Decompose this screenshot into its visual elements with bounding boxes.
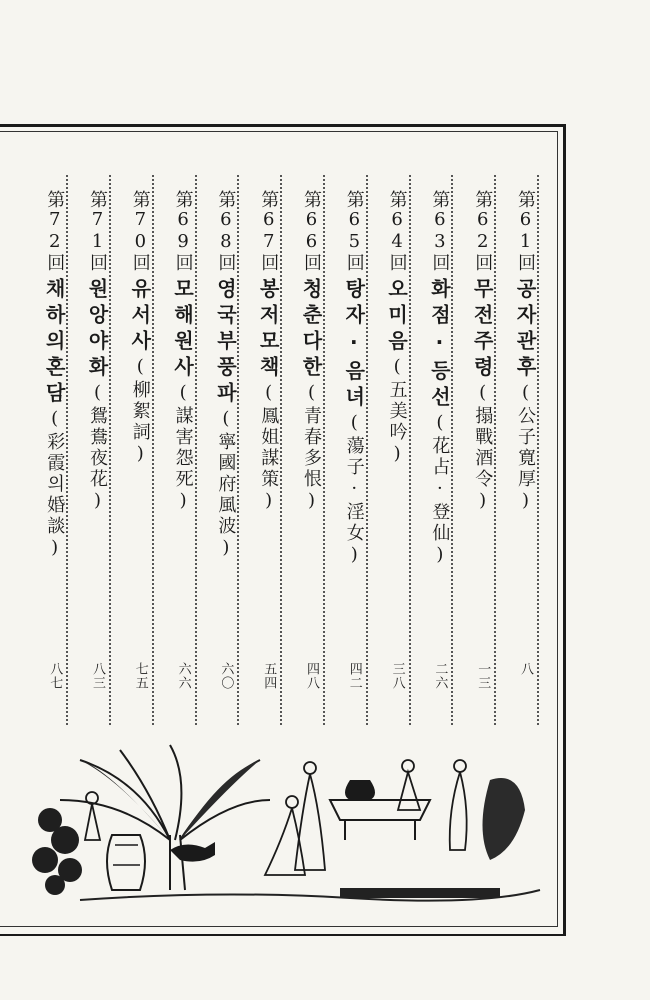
toc-entry-text [81,190,113,514]
toc-entry [118,170,160,725]
chapter-title: 오미음 [384,278,409,356]
chapter-number: 第69回 [172,190,194,272]
page-number: 八七 [47,662,63,690]
chapter-title-hanja: (花占·登仙) [429,412,451,568]
chapter-number: 第63回 [429,190,451,272]
chapter-title-hanja: (蕩子·淫女) [343,412,365,568]
page-number: 一三 [475,662,491,690]
chapter-title: 청춘다한 [299,278,323,382]
chapter-number: 第71回 [87,190,108,272]
toc-entry-text [509,190,541,514]
page-number: 四八 [304,662,319,690]
page-number: 四二 [346,662,362,690]
page-number: 三八 [389,662,405,690]
chapter-title: 영국부풍파 [213,278,238,408]
toc-entry-text [295,190,327,514]
chapter-title-hanja: (謀害怨死) [172,382,194,514]
chapter-title-hanja: (鳳姐謀策) [258,382,280,514]
table-of-contents [0,170,558,725]
chapter-number: 第72回 [44,190,66,272]
chapter-number: 第68回 [215,190,237,272]
chapter-title-hanja: (公子寛厚) [515,382,536,514]
chapter-number: 第67回 [258,190,280,272]
page-number: 五四 [261,662,277,690]
page-number: 二六 [432,662,448,690]
page-number: 八 [518,662,533,676]
chapter-number: 第65回 [343,190,365,272]
chapter-title-hanja: (寧國府風波) [215,408,237,561]
toc-entry [161,170,203,725]
chapter-title: 봉저모책 [256,278,281,382]
chapter-title: 유서사 [127,278,152,356]
toc-entry [375,170,417,725]
toc-entry-text [167,190,199,514]
chapter-number: 第64回 [386,190,408,272]
toc-entry [289,170,331,725]
chapter-title-hanja: (柳絮詞) [129,356,151,467]
chapter-number: 第66回 [301,190,322,272]
chapter-title-hanja: (彩霞의婚談) [44,408,66,561]
toc-entry [32,170,74,725]
toc-entry-text [124,190,156,467]
toc-entry-text [381,190,413,467]
chapter-title: 탕자·음녀 [341,278,366,412]
toc-entry-text [252,190,284,514]
chapter-number: 第61回 [515,190,536,272]
toc-entry [75,170,117,725]
chapter-title: 모해원사 [170,278,195,382]
chapter-title: 화점·등선 [427,278,452,412]
garden-scene-woodcut-icon [20,740,550,915]
toc-entry-text [338,190,370,568]
page-number: 七五 [132,662,148,690]
page-number: 八三 [90,662,105,690]
chapter-title-hanja: (五美吟) [386,356,408,467]
chapter-number: 第62回 [472,190,494,272]
toc-entry-text [466,190,498,514]
toc-entry [203,170,245,725]
toc-entry-text [423,190,455,568]
toc-entry-text [38,190,70,561]
chapter-title: 공자관후 [513,278,537,382]
toc-entry-text [209,190,241,561]
page-number: 六六 [175,662,191,690]
chapter-title-hanja: (青春多恨) [301,382,322,514]
toc-entry [332,170,374,725]
chapter-title: 채하의혼담 [42,278,67,408]
chapter-number: 第70回 [129,190,151,272]
toc-entry [503,170,545,725]
page-number: 六〇 [218,662,234,690]
chapter-title-hanja: (鴛鴦夜花) [87,382,108,514]
toc-entry [460,170,502,725]
toc-entry [246,170,288,725]
chapter-title: 원앙야화 [85,278,109,382]
toc-entry [417,170,459,725]
chapter-title: 무전주령 [470,278,495,382]
chapter-title-hanja: (搨戰酒令) [472,382,494,514]
